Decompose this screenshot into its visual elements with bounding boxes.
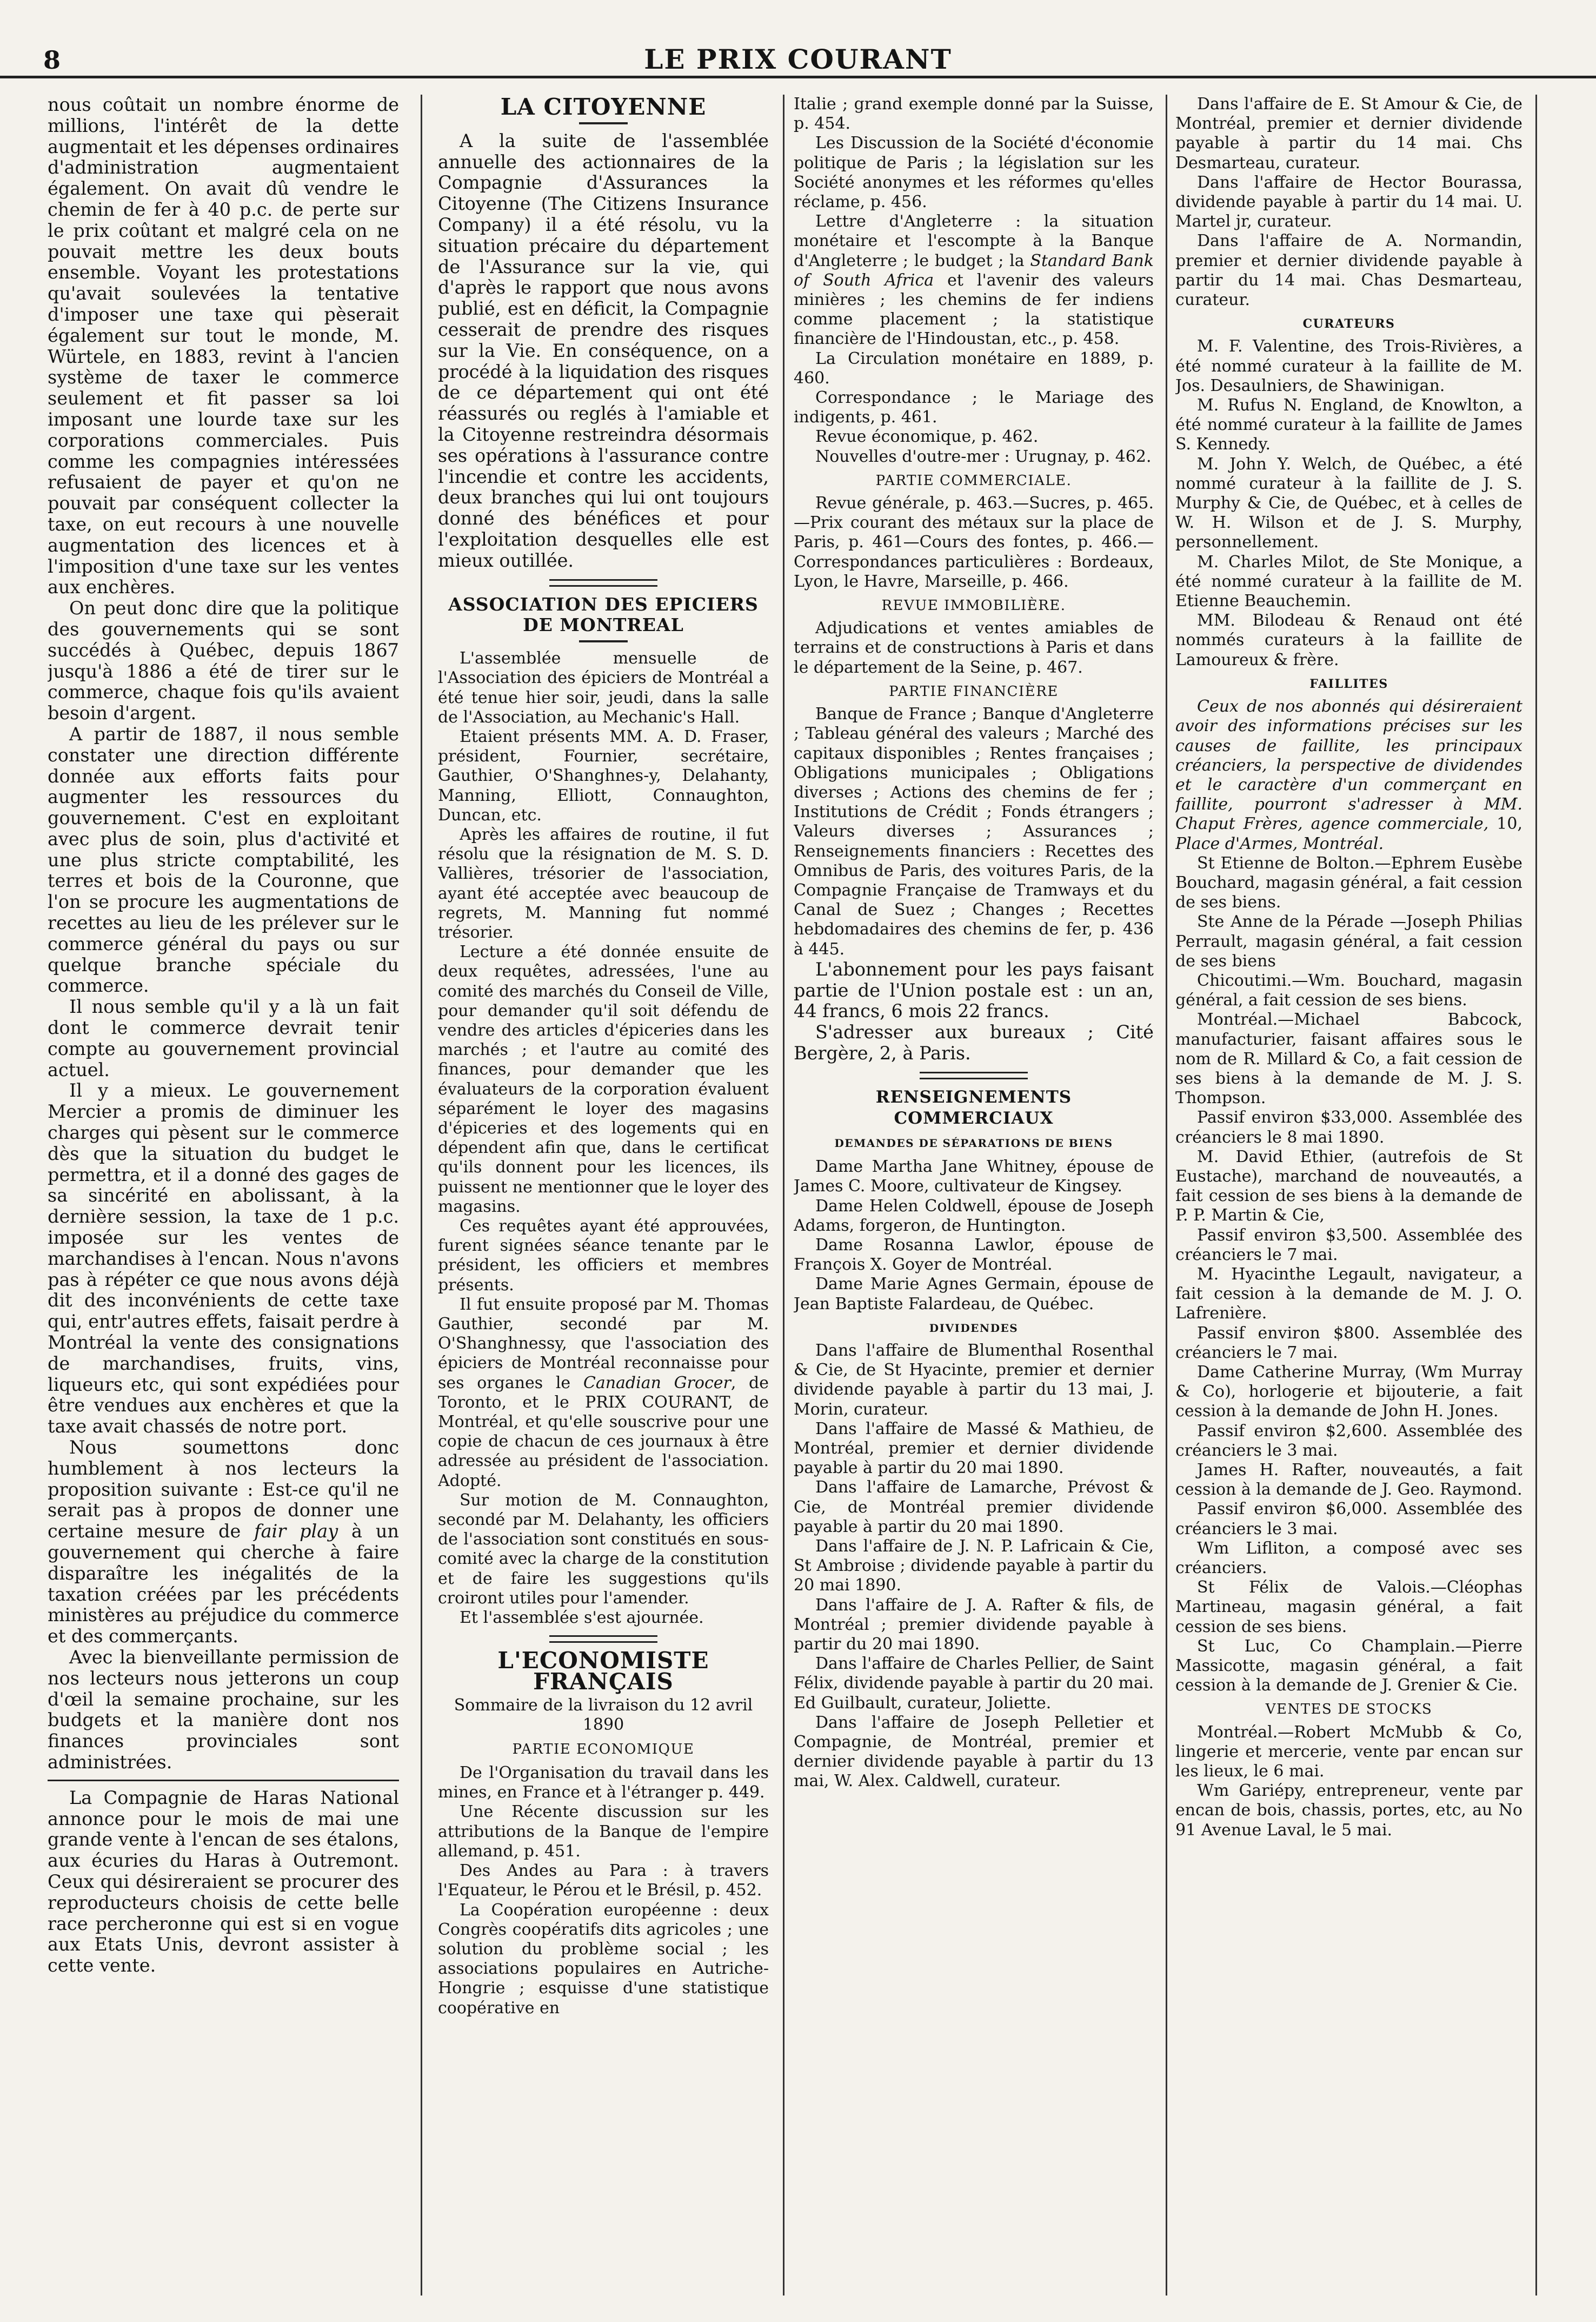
article-paragraph: Il y a mieux. Le gouvernement Mercier a promis de diminuer les charges qui pèsent sur le commerce dès que la situation du budget le permettra, et il a donné des gages de sa sincérité en abolissant, à la dernière session, la taxe de 1 p.c. imposée sur les ventes de marchandises à l'encan. Nous n'avons pas à répéter ce que nous avons déjà dit des inconvénients de cette taxe qui, entr'autres effets, faisait perdre à Montréal la vente des consignations de marchandises, fruits, vins, liqueurs etc, qui sont expédiées pour être vendues aux enchères et que la taxe avait chassés de notre port. xyxy=(48,1080,399,1437)
summary-item: Italie ; grand exemple donné par la Suisse, p. 454. xyxy=(794,95,1154,134)
notice-item: Montréal.—Robert McMubb & Co, lingerie et mercerie, vente par encan sur les lieux, le 6 mai. xyxy=(1175,1722,1522,1781)
notice-item: Wm Gariépy, entrepreneur, vente par encan de bois, chassis, portes, etc, au No 91 Avenue Laval, le 5 mai. xyxy=(1175,1781,1522,1840)
summary-item: La Coopération européenne : deux Congrès coopératifs dits agricoles ; une solution du problème social ; les associations populaires en Autriche-Hongrie ; esquisse d'une statistique coopérative en xyxy=(438,1900,769,2018)
notice-item: Passif environ $800. Assemblée des créanciers le 7 mai. xyxy=(1175,1323,1522,1362)
notice-item: MM. Bilodeau & Renaud ont été nommés curateurs à la faillite de Lamoureux & frère. xyxy=(1175,611,1522,669)
section-heading: ASSOCIATION DES EPICIERS DE MONTREAL xyxy=(448,593,759,636)
summary-intro: Sommaire de la livraison du 12 avril 1890 xyxy=(454,1695,753,1735)
summary-item: La Circulation monétaire en 1889, p. 460. xyxy=(794,349,1154,388)
subsection-heading: DIVIDENDES xyxy=(929,1321,1019,1335)
notice-item: M. Hyacinthe Legault, navigateur, a fait cession à la demande de M. J. O. Lafrenière. xyxy=(1175,1264,1522,1323)
notice-item: Dans l'affaire de A. Normandin, premier et dernier dividende payable à partir du 14 mai. Chas Desmarteau, curateur. xyxy=(1175,231,1522,310)
summary-item: Banque de France ; Banque d'Angleterre ; Tableau général des valeurs ; Marché des capitaux disponibles ; Rentes françaises ; Obligations municipales ; Obligations diverses ; Actions des chemins de fer ; Institutions de Crédit ; Fonds étrangers ; Valeurs diverses ; Assurances ; Renseignements financiers : Recettes des Omnibus de Paris, des voitures Paris, de la Compagnie Française de Tramways et du Canal de Suez ; Changes ; Recettes hebdomadaires des chemins de fer, p. 436 à 445. xyxy=(794,705,1154,959)
notice-item: M. David Ethier, (autrefois de St Eustache), marchand de nouveautés, a fait cession de ses biens à la demande de P. P. Martin & Cie, xyxy=(1175,1147,1522,1225)
article-paragraph: Après les affaires de routine, il fut résolu que la résignation de M. S. D. Vallières, trésorier de l'association, ayant été acceptée avec beaucoup de regrets, M. Manning fut nommé trésorier. xyxy=(438,825,769,942)
article-paragraph: Il fut ensuite proposé par M. Thomas Gauthier, secondé par M. O'Shanghnessy, que l'association des épiciers de Montréal reconnaisse pour ses organes le Canadian Grocer, de Toronto, et le PRIX COURANT, de Montréal, et qu'elle souscrive pour une copie de chacun de ces journaux à être adressée au président de l'association. Adopté. xyxy=(438,1295,769,1490)
subscription-note: L'abonnement pour les pays faisant partie de l'Union postale est : un an, 44 francs, 6 mois 22 francs. xyxy=(794,958,1154,1022)
article-paragraph: Avec la bienveillante permission de nos lecteurs nous jetterons un coup d'œil la semaine prochaine, sur les budgets et la manière dont nos finances provinciales sont administrées. xyxy=(48,1646,399,1773)
notice-item: Dans l'affaire de Joseph Pelletier et Compagnie, de Montréal, premier et dernier dividende payable à partir du 13 mai, W. Alex. Caldwell, curateur. xyxy=(794,1713,1154,1791)
column-rule xyxy=(783,95,784,2296)
notice-item: Dans l'affaire de Lamarche, Prévost & Cie, de Montréal premier dividende payable à partir du 20 mai 1890. xyxy=(794,1478,1154,1536)
notice-item: Dame Martha Jane Whitney, épouse de James C. Moore, cultivateur de Kingsey. xyxy=(794,1157,1154,1196)
notice-item: James H. Rafter, nouveautés, a fait cession à la demande de J. Geo. Raymond. xyxy=(1175,1461,1522,1500)
notice-item: Dans l'affaire de Hector Bourassa, dividende payable à partir du 14 mai. U. Martel jr, curateur. xyxy=(1175,173,1522,231)
summary-item: Lettre d'Angleterre : la situation monétaire et l'escompte à la Banque d'Angleterre ; le budget ; la Standard Bank of South Africa et l'avenir des valeurs minières ; les chemins de fer indiens comme placement ; la statistique financière de l'Hindoustan, etc., p. 458. xyxy=(794,212,1154,349)
article-divider xyxy=(48,1780,399,1781)
summary-item: De l'Organisation du travail dans les mines, en France et à l'étranger p. 449. xyxy=(438,1763,769,1802)
article-paragraph: Il nous semble qu'il y a là un fait dont le commerce devrait tenir compte au gouvernement provincial actuel. xyxy=(48,996,399,1080)
column-rule xyxy=(1166,95,1167,2296)
subsection-heading: PARTIE FINANCIÈRE xyxy=(889,683,1059,700)
column-2 xyxy=(438,95,769,2296)
summary-item: Revue générale, p. 463.—Sucres, p. 465.—Prix courant des métaux sur la place de Paris, p. 461—Cours des fontes, p. 466.—Correspondances particulières : Bordeaux, Lyon, le Havre, Marseille, p. 466. xyxy=(794,494,1154,591)
heading-dash xyxy=(579,122,628,124)
column-3 xyxy=(794,95,1154,2296)
notice-item: Chicoutimi.—Wm. Bouchard, magasin général, a fait cession de ses biens. xyxy=(1175,971,1522,1010)
notice-item: Dans l'affaire de Blumenthal Rosenthal & Cie, de St Hyacinte, premier et dernier dividende payable à partir du 13 mai, J. Morin, curateur. xyxy=(794,1341,1154,1419)
section-heading: L'ECONOMISTE FRANÇAIS xyxy=(497,1647,709,1695)
section-ornament xyxy=(549,579,657,587)
article-paragraph: nous coûtait un nombre énorme de millions, l'intérêt de la dette augmentait et les dépenses ordinaires d'administration augmentaient également. On avait dû vendre le chemin de fer à 40 p.c. de perte sur le prix coûtant et malgré cela on ne pouvait mettre les deux bouts ensemble. Voyant les protestations qu'avait soulevées la tentative d'imposer une taxe qui pèserait également sur tout le monde, M. Würtele, en 1883, revint à l'ancien système de taxer le commerce seulement et fit passer sa loi imposant une lourde taxe sur les corporations commerciales. Puis comme les compagnies intéressées refusaient de payer et qu'on ne pouvait par conséquent collecter la taxe, on eut recours à une nouvelle augmentation des licences et à l'imposition d'une taxe sur les ventes aux enchères. xyxy=(48,95,399,598)
notice-item: St Etienne de Bolton.—Ephrem Eusèbe Bouchard, magasin général, a fait cession de ses biens. xyxy=(1175,853,1522,912)
notice-item: Passif environ $6,000. Assemblée des créanciers le 3 mai. xyxy=(1175,1500,1522,1538)
subsection-heading: REVUE IMMOBILIÈRE. xyxy=(881,598,1066,614)
summary-item: Revue économique, p. 462. xyxy=(815,427,1039,447)
notice-item: St Félix de Valois.—Cléophas Martineau, magasin général, a fait cession de ses biens. xyxy=(1175,1578,1522,1636)
summary-item: Adjudications et ventes amiables de terrains et de constructions à Paris et dans le département de la Seine, p. 467. xyxy=(794,619,1154,677)
subsection-heading: FAILLITES xyxy=(1309,676,1388,691)
notice-item: St Luc, Co Champlain.—Pierre Massicotte, magasin général, a fait cession à la demande de J. Grenier & Cie. xyxy=(1175,1636,1522,1695)
notice-item: Dame Marie Agnes Germain, épouse de Jean Baptiste Falardeau, de Québec. xyxy=(794,1275,1154,1313)
section-ornament xyxy=(920,1072,1028,1079)
notice-item: Wm Lifliton, a composé avec ses créanciers. xyxy=(1175,1538,1522,1578)
newspaper-title: LE PRIX COURANT xyxy=(644,43,952,75)
subsection-heading: DEMANDES DE SÉPARATIONS DE BIENS xyxy=(834,1137,1113,1150)
column-4 xyxy=(1175,95,1522,2296)
section-heading: LA CITOYENNE xyxy=(500,95,707,120)
notice-item: Passif environ $3,500. Assemblée des créanciers le 7 mai. xyxy=(1175,1225,1522,1264)
notice-item: Dans l'affaire de J. A. Rafter & fils, de Montréal ; premier dividende payable à partir du 20 mai 1890. xyxy=(794,1595,1154,1654)
notice-item: Ste Anne de la Pérade —Joseph Philias Perrault, magasin général, a fait cession de ses biens xyxy=(1175,912,1522,971)
summary-item: Des Andes au Para : à travers l'Equateur, le Pérou et le Brésil, p. 452. xyxy=(438,1861,769,1900)
article-paragraph: Ces requêtes ayant été approuvées, furent signées séance tenante par le président, les officiers et membres présents. xyxy=(438,1217,769,1295)
notice-item: Passif environ $33,000. Assemblée des créanciers le 8 mai 1890. xyxy=(1175,1108,1522,1147)
column-rule xyxy=(1535,95,1537,2296)
notice-item: Dans l'affaire de Charles Pellier, de Saint Félix, dividende payable à partir du 20 mai. Ed Guilbault, curateur, Joliette. xyxy=(794,1654,1154,1713)
subsection-heading: VENTES DE STOCKS xyxy=(1265,1701,1433,1718)
article-paragraph: Lecture a été donnée ensuite de deux requêtes, adressées, l'une au comité des marchés du Conseil de Ville, pour demander qu'il soit défendu de vendre des articles d'épiceries dans les marchés ; et l'autre au comité des finances, pour demander que les évaluateurs de la corporation évaluent séparément le loyer des magasins d'épiceries et des logements qui en dépendent afin que, dans le certificat qu'ils donnent pour les licences, ils puissent ne mentionner que le loyer des magasins. xyxy=(438,943,769,1216)
subsection-heading: CURATEURS xyxy=(1302,317,1395,331)
subsection-heading: PARTIE ECONOMIQUE xyxy=(512,1741,695,1758)
summary-item: Nouvelles d'outre-mer : Urugnay, p. 462. xyxy=(815,447,1152,466)
masthead xyxy=(0,38,1596,78)
article-paragraph: Nous soumettons donc humblement à nos lecteurs la proposition suivante : Est-ce qu'il ne serait pas à propos de donner une certaine mesure de fair play à un gouvernement qui cherche à faire disparaître les inégalités de la taxation créées par les précédents ministères au préjudice du commerce et des commerçants. xyxy=(48,1437,399,1647)
notice-item: Dame Catherine Murray, (Wm Murray & Co), horlogerie et bijouterie, a fait cession à la demande de John H. Jones. xyxy=(1175,1363,1522,1421)
subscription-address: S'adresser aux bureaux ; Cité Bergère, 2, à Paris. xyxy=(794,1021,1154,1064)
notice-item: Dame Helen Coldwell, épouse de Joseph Adams, forgeron, de Huntington. xyxy=(794,1196,1154,1235)
summary-item: Correspondance ; le Mariage des indigents, p. 461. xyxy=(794,388,1154,427)
article-paragraph: Sur motion de M. Connaughton, secondé par M. Delahanty, les officiers de l'association sont constitués en sous-comité avec la charge de la constitution et de faire les suggestions qu'ils croiront utiles pour l'amender. xyxy=(438,1490,769,1608)
article-paragraph: A partir de 1887, il nous semble constater une direction différente donnée aux efforts faits pour augmenter les ressources du gouvernement. C'est en exploitant avec plus de soin, plus d'activité et une plus stricte comptabilité, les terres et bois de la Couronne, que l'on se procure les augmentations de recettes au lieu de les prélever sur le commerce général du pays ou sur quelque branche spéciale du commerce. xyxy=(48,723,399,997)
notice-item: Dans l'affaire de Massé & Mathieu, de Montréal, premier et dernier dividende payable à partir du 20 mai 1890. xyxy=(794,1419,1154,1478)
notice-item: Dans l'affaire de E. St Amour & Cie, de Montréal, premier et dernier dividende payable à partir du 14 mai. Chs Desmarteau, curateur. xyxy=(1175,95,1522,173)
summary-item: Une Récente discussion sur les attributions de la Banque de l'empire allemand, p. 451. xyxy=(438,1802,769,1861)
article-paragraph: L'assemblée mensuelle de l'Association des épiciers de Montréal a été tenue hier soir, jeudi, dans la salle de l'Association, au Mechanic's Hall. xyxy=(438,649,769,727)
notice-item: M. John Y. Welch, de Québec, a été nommé curateur à la faillite de J. S. Murphy & Cie, de Québec, et à celles de W. H. Wilson et de J. S. Murphy, personnellement. xyxy=(1175,454,1522,552)
notice-item: Dans l'affaire de J. N. P. Lafricain & Cie, St Ambroise ; dividende payable à partir du 20 mai 1890. xyxy=(794,1536,1154,1595)
column-1 xyxy=(48,95,399,2296)
section-ornament xyxy=(549,1635,657,1643)
faillites-notice: Ceux de nos abonnés qui désireraient avoir des informations précises sur les causes de faillite, les principaux créanciers, la perspective de dividendes et le caractère d'un commerçant en faillite, pourront s'adresser à MM. Chaput Frères, agence commerciale, 10, Place d'Armes, Montréal. xyxy=(1175,697,1522,853)
article-paragraph: On peut donc dire que la politique des gouvernements qui se sont succédés à Québec, depuis 1867 jusqu'à 1886 a été de tirer sur le commerce, chaque fois qu'ils avaient besoin d'argent. xyxy=(48,598,399,724)
notice-item: M. Charles Milot, de Ste Monique, a été nommé curateur à la faillite de M. Etienne Beauchemin. xyxy=(1175,552,1522,611)
notice-item: M. F. Valentine, des Trois-Rivières, a été nommé curateur à la faillite de M. Jos. Desaulniers, de Shawinigan. xyxy=(1175,337,1522,395)
column-rule xyxy=(421,95,422,2296)
article-paragraph: Et l'assemblée s'est ajournée. xyxy=(460,1608,704,1628)
notice-item: Dame Rosanna Lawlor, épouse de François X. Goyer de Montréal. xyxy=(794,1235,1154,1275)
article-paragraph: Etaient présents MM. A. D. Fraser, président, Fournier, secrétaire, Gauthier, O'Shanghnes-y, Delahanty, Manning, Elliott, Connaughton, Duncan, etc. xyxy=(438,727,769,825)
notice-item: Passif environ $2,600. Assemblée des créanciers le 3 mai. xyxy=(1175,1421,1522,1460)
section-heading: RENSEIGNEMENTS COMMERCIAUX xyxy=(875,1087,1072,1128)
notice-item: M. Rufus N. England, de Knowlton, a été nommé curateur à la faillite de James S. Kennedy. xyxy=(1175,396,1522,454)
page-number: 8 xyxy=(43,45,61,75)
notice-item: Montréal.—Michael Babcock, manufacturier, faisant affaires sous le nom de R. Millard & Co, a fait cession de ses biens à la demande de M. J. S. Thompson. xyxy=(1175,1010,1522,1108)
article-paragraph: A la suite de l'assemblée annuelle des actionnaires de la Compagnie d'Assurances la Citoyenne (The Citizens Insurance Company) il a été résolu, vu la situation précaire du département de l'Assurance sur la vie, qui d'après le rapport que nous avons publié, est en déficit, la Compagnie cesserait de prendre des risques sur la Vie. En conséquence, on a procédé à la liquidation des risques de ce département qui ont été réassurés ou reglés à l'amiable et la Citoyenne restreindra désormais ses opérations à l'assurance contre l'incendie et contre les accidents, deux branches qui lui ont toujours donné des bénéfices et pour l'exploitation desquelles elle est mieux outillée. xyxy=(438,130,769,571)
subsection-heading: PARTIE COMMERCIALE. xyxy=(875,472,1072,489)
heading-dash xyxy=(579,640,628,642)
article-paragraph: La Compagnie de Haras National annonce pour le mois de mai une grande vente à l'encan de ses étalons, aux écuries du Haras à Outremont. Ceux qui désireraient se procurer des reproducteurs choisis de cette belle race percheronne qui est si en vogue aux Etats Unis, devront assister à cette vente. xyxy=(48,1787,399,1976)
summary-item: Les Discussion de la Société d'économie politique de Paris ; la législation sur les Société anonymes et les réformes qu'elles réclame, p. 456. xyxy=(794,134,1154,212)
